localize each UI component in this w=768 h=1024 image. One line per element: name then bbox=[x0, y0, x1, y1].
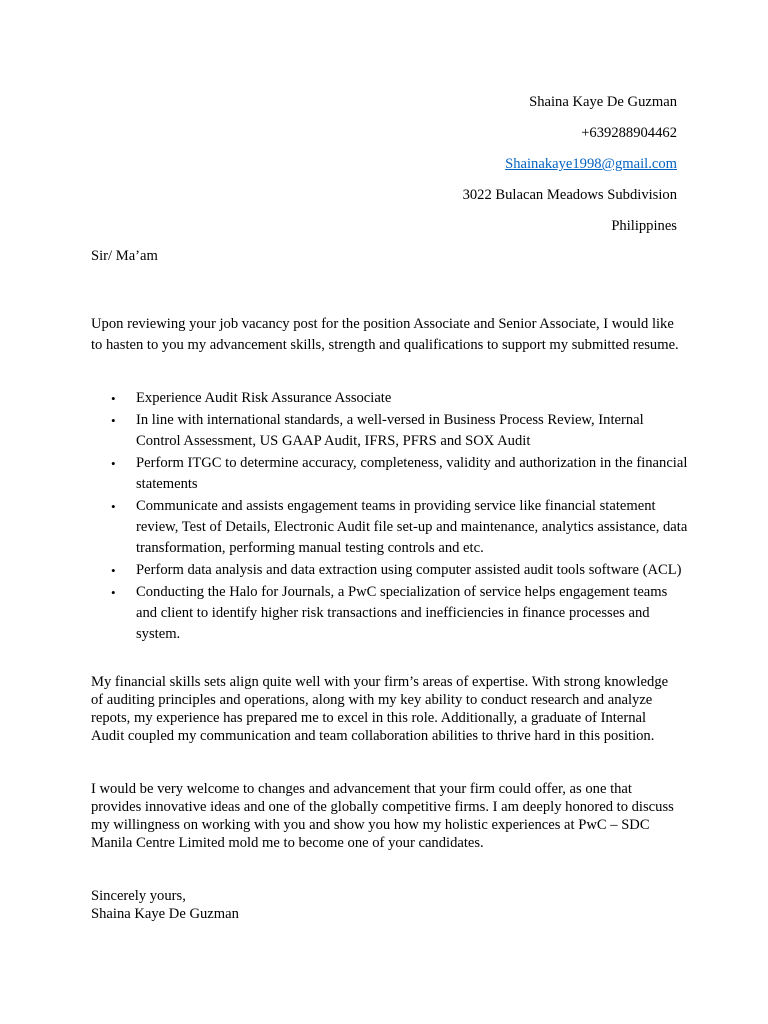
bullet-icon: • bbox=[111, 456, 116, 471]
list-item-text: Perform ITGC to determine accuracy, completeness, validity and authorization in the financial statements bbox=[136, 455, 688, 492]
bullet-icon: • bbox=[111, 563, 116, 578]
list-item-text: Experience Audit Risk Assurance Associate bbox=[136, 390, 392, 406]
sender-phone: +639288904462 bbox=[581, 125, 677, 141]
list-item-text: Conducting the Halo for Journals, a PwC specialization of service helps engagement teams and client to identify higher risk transactions and inefficiencies in finance processes and system. bbox=[136, 584, 668, 642]
bullet-icon: • bbox=[111, 413, 116, 428]
closing-block bbox=[91, 887, 239, 923]
signature-name: Shaina Kaye De Guzman bbox=[91, 906, 239, 922]
bullet-icon: • bbox=[111, 585, 116, 600]
interest-paragraph: I would be very welcome to changes and advancement that your firm could offer, as one that provides innovative ideas and one of the globally competitive firms. I am deeply honored to discuss my willingness on working with you and show you how my holistic experiences at PwC – SDC Manila Centre Limited mold me to become one of your candidates. bbox=[91, 781, 674, 851]
list-item-text: In line with international standards, a well-versed in Business Process Review, Internal Control Assessment, US GAAP Audit, IFRS, PFRS and SOX Audit bbox=[136, 412, 644, 449]
salutation: Sir/ Ma’am bbox=[91, 248, 158, 264]
sender-block bbox=[463, 92, 677, 247]
sender-email-link[interactable]: Shainakaye1998@gmail.com bbox=[505, 156, 677, 172]
bullet-icon: • bbox=[111, 499, 116, 514]
skills-paragraph: My financial skills sets align quite well with your firm’s areas of expertise. With strong knowledge of auditing principles and operations, along with my key ability to conduct research and analyze repots, my experience has prepared me to excel in this role. Additionally, a graduate of Internal Audit coupled my communication and team collaboration abilities to thrive hard in this position. bbox=[91, 674, 669, 744]
bullet-icon: • bbox=[111, 391, 116, 406]
list-item bbox=[91, 496, 691, 559]
list-item bbox=[91, 388, 691, 409]
list-item bbox=[91, 453, 691, 495]
list-item bbox=[91, 582, 691, 645]
qualification-list bbox=[91, 388, 691, 646]
list-item bbox=[91, 560, 691, 581]
sender-address: 3022 Bulacan Meadows Subdivision bbox=[462, 187, 677, 203]
list-item bbox=[91, 410, 691, 452]
valediction: Sincerely yours, bbox=[91, 888, 186, 904]
list-item-text: Perform data analysis and data extraction using computer assisted audit tools software (ACL) bbox=[136, 562, 682, 578]
intro-paragraph: Upon reviewing your job vacancy post for the position Associate and Senior Associate, I would like to hasten to you my advancement skills, strength and qualifications to support my submitted resume. bbox=[91, 316, 679, 353]
list-item-text: Communicate and assists engagement teams in providing service like financial statement review, Test of Details, Electronic Audit file set-up and maintenance, analytics assistance, data transformation, performing manual testing controls and etc. bbox=[136, 498, 688, 556]
sender-country: Philippines bbox=[611, 218, 677, 234]
sender-name: Shaina Kaye De Guzman bbox=[529, 94, 677, 110]
